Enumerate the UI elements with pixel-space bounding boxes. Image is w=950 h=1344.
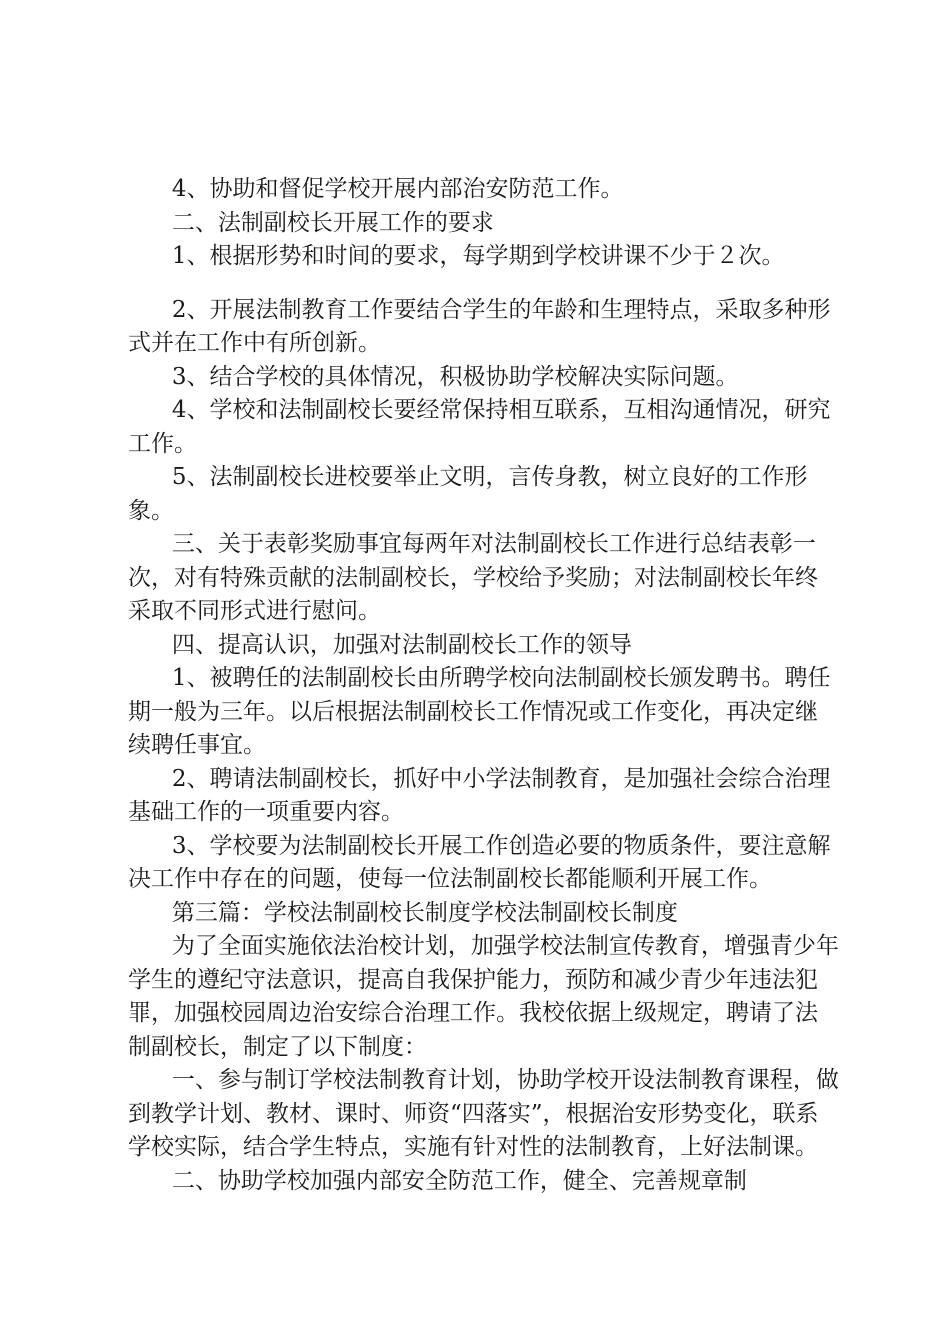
document-body [128,173,840,1198]
paragraph-11: 2、聘请法制副校长，抓好中小学法制教育，是加强社会综合治理基础工作的一项重要内容。 [128,765,831,825]
paragraph-10: 1、被聘任的法制副校长由所聘学校向法制副校长颁发聘书。聘任期一般为三年。以后根据法制副校长工作情况或工作变化，再决定继续聘任事宜。 [128,665,831,758]
paragraph-16: 二、协助学校加强内部安全防范工作，健全、完善规章制 [128,1167,747,1194]
section-heading-part-three: 第三篇：学校法制副校长制度学校法制副校长制度 [128,899,678,926]
paragraph-3: 1、根据形势和时间的要求，每学期到学校讲课不少于２次。 [128,243,785,269]
paragraph-2: 二、法制副校长开展工作的要求 [128,209,494,236]
paragraph-9: 四、提高认识，加强对法制副校长工作的领导 [128,631,632,658]
paragraph-4: 2、开展法制教育工作要结合学生的年龄和生理特点，采取多种形式并在工作中有所创新。 [128,296,831,356]
paragraph-12: 3、学校要为法制副校长开展工作创造必要的物质条件，要注意解决工作中存在的问题，使每一位法制副校长都能顺利开展工作。 [128,832,831,892]
paragraph-7: 5、法制副校长进校要举止文明，言传身教，树立良好的工作形象。 [128,464,808,524]
paragraph-14: 为了全面实施依法治校计划，加强学校法制宣传教育，增强青少年学生的遵纪守法意识，提高自我保护能力，预防和减少青少年违法犯罪，加强校园周边治安综合治理工作。我校依据上级规定，聘请了法制副校长，制定了以下制度： [128,933,839,1060]
paragraph-5: 3、结合学校的具体情况，积极协助学校解决实际问题。 [128,363,739,390]
paragraph-15: 一、参与制订学校法制教育计划，协助学校开设法制教育课程，做到教学计划、教材、课时、师资“四落实”，根据治安形势变化，联系学校实际，结合学生特点，实施有针对性的法制教育，上好法制课。 [128,1067,839,1160]
paragraph-8: 三、关于表彰奖励事宜每两年对法制副校长工作进行总结表彰一次，对有特殊贡献的法制副校长，学校给予奖励；对法制副校长年终采取不同形式进行慰问。 [128,531,818,624]
paragraph-gap [128,274,840,294]
paragraph-1: 4、协助和督促学校开展内部治安防范工作。 [128,176,624,202]
paragraph-6: 4、学校和法制副校长要经常保持相互联系，互相沟通情况，研究工作。 [128,397,831,457]
